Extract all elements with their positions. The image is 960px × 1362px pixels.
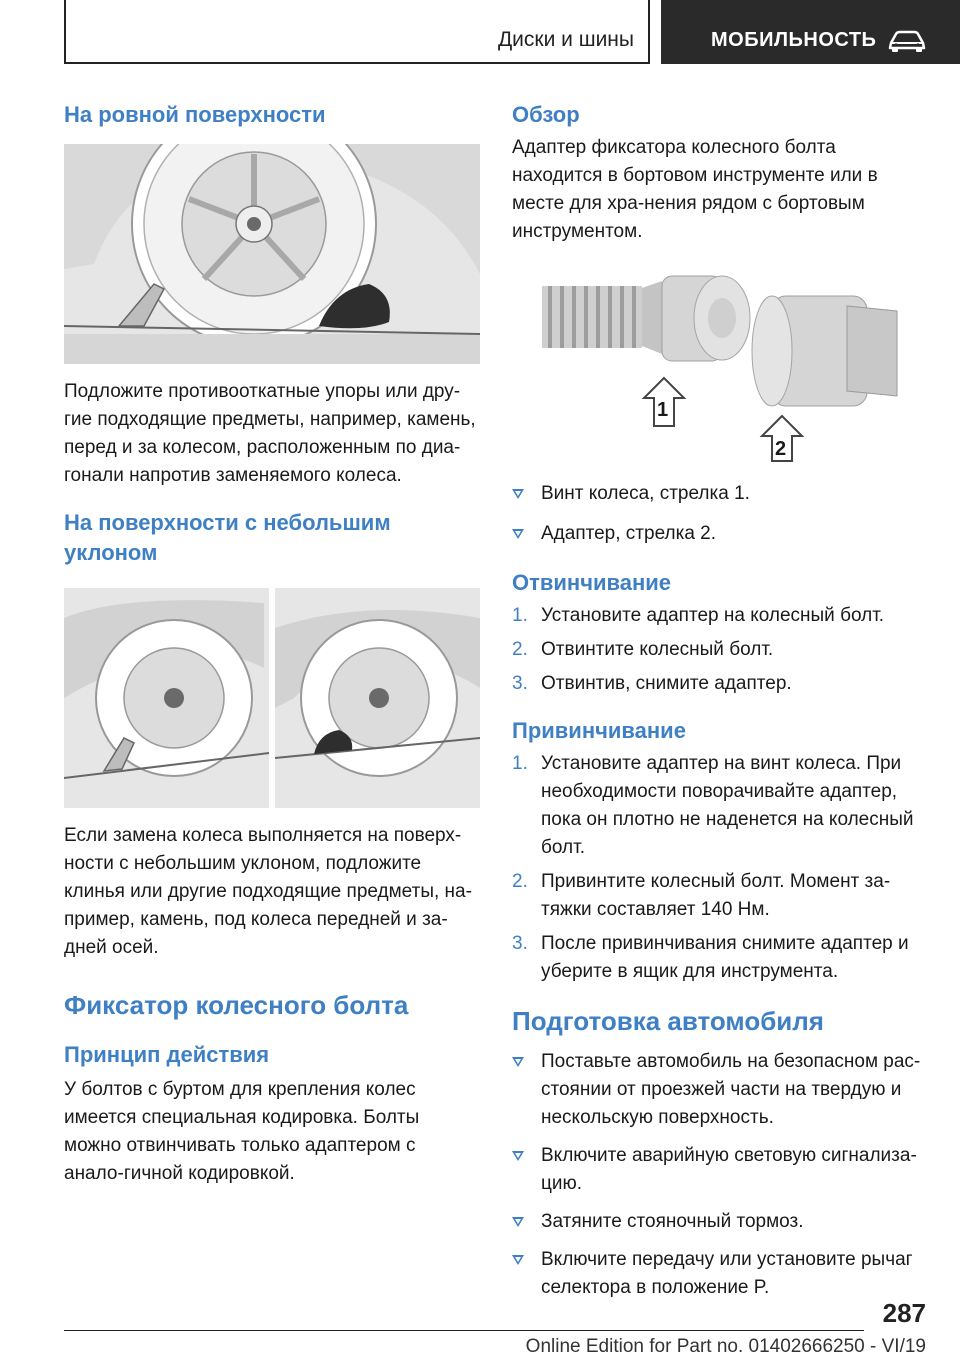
car-icon <box>887 29 927 53</box>
list-item: Винт колеса, стрелка 1. <box>512 480 928 508</box>
list-item: Включите аварийную световую сигнализа-цию. <box>512 1142 928 1198</box>
heading-wheel-lock: Фиксатор колесного болта <box>64 990 409 1020</box>
heading-unscrewing: Отвинчивание <box>512 570 672 595</box>
triangle-bullet-icon <box>512 489 524 499</box>
heading-slope-surface: На поверхности с небольшим уклоном <box>64 510 391 565</box>
unscrew-steps <box>512 602 928 698</box>
list-item: Включите передачу или установите рычаг селектора в положение P. <box>512 1246 928 1302</box>
list-item: Затяните стояночный тормоз. <box>512 1208 928 1236</box>
step-item: 1. Установите адаптер на колесный болт. <box>512 605 885 626</box>
figure-slope-wheel-chocks <box>64 588 480 808</box>
paragraph-slope-surface: Если замена колеса выполняется на поверх-ности с небольшим уклоном, подложите клинья или другие подходящие предметы, на-пример, камень, под колеса передней и за-дней осей. <box>64 825 472 958</box>
figure-bolt-and-adapter <box>512 266 928 466</box>
heading-vehicle-prep: Подготовка автомобиля <box>512 1006 824 1036</box>
paragraph-overview: Адаптер фиксатора колесного болта находится в бортовом инструменте или в месте для хра-нения рядом с бортовым инструментом. <box>512 137 878 242</box>
figure-label-2: 2 <box>775 438 787 460</box>
screw-steps <box>512 750 928 986</box>
left-column <box>64 100 480 1188</box>
heading-principle: Принцип действия <box>64 1042 270 1067</box>
section-title: Диски и шины <box>497 28 634 51</box>
right-column <box>512 100 928 1302</box>
triangle-bullet-icon <box>512 529 524 539</box>
heading-screwing: Привинчивание <box>512 718 686 743</box>
heading-overview: Обзор <box>512 102 580 127</box>
prep-list <box>512 1048 928 1302</box>
step-item: 1. Установите адаптер на винт колеса. При необходимости поворачивайте адаптер, пока он плотно не наденется на колесный болт. <box>512 753 914 858</box>
page-number: 287 <box>882 1298 926 1328</box>
footer-divider <box>64 1330 864 1331</box>
chapter-tab <box>661 0 960 64</box>
header-section-box <box>64 0 650 64</box>
chapter-tab-label: МОБИЛЬНОСТЬ <box>711 29 877 51</box>
triangle-bullet-icon <box>512 1255 524 1265</box>
triangle-bullet-icon <box>512 1057 524 1067</box>
triangle-bullet-icon <box>512 1217 524 1227</box>
list-item: Поставьте автомобиль на безопасном рас-стоянии от проезжей части на твердую и нескольскую поверхность. <box>512 1048 928 1132</box>
triangle-bullet-icon <box>512 1151 524 1161</box>
footer-edition: Online Edition for Part no. 01402666250 - VI/19 <box>525 1336 926 1357</box>
list-item: Адаптер, стрелка 2. <box>512 520 928 548</box>
step-item: 3. После привинчивания снимите адаптер и уберите в ящик для инструмента. <box>512 933 909 982</box>
heading-flat-surface: На ровной поверхности <box>64 102 326 127</box>
figure-label-1: 1 <box>657 399 669 421</box>
step-item: 2. Отвинтите колесный болт. <box>512 639 774 660</box>
paragraph-principle: У болтов с буртом для крепления колес имеется специальная кодировка. Болты можно отвинчивать только адаптером с анало-гичной кодировкой. <box>64 1079 420 1184</box>
figure-flat-wheel-chocks <box>64 144 480 364</box>
overview-list <box>512 480 928 548</box>
step-item: 3. Отвинтив, снимите адаптер. <box>512 673 792 694</box>
paragraph-flat-surface: Подложите противооткатные упоры или дру-гие подходящие предметы, например, камень, перед и за колесом, расположенным по диа-гонали напротив заменяемого колеса. <box>64 381 476 486</box>
step-item: 2. Привинтите колесный болт. Момент за-тяжки составляет 140 Нм. <box>512 871 891 920</box>
